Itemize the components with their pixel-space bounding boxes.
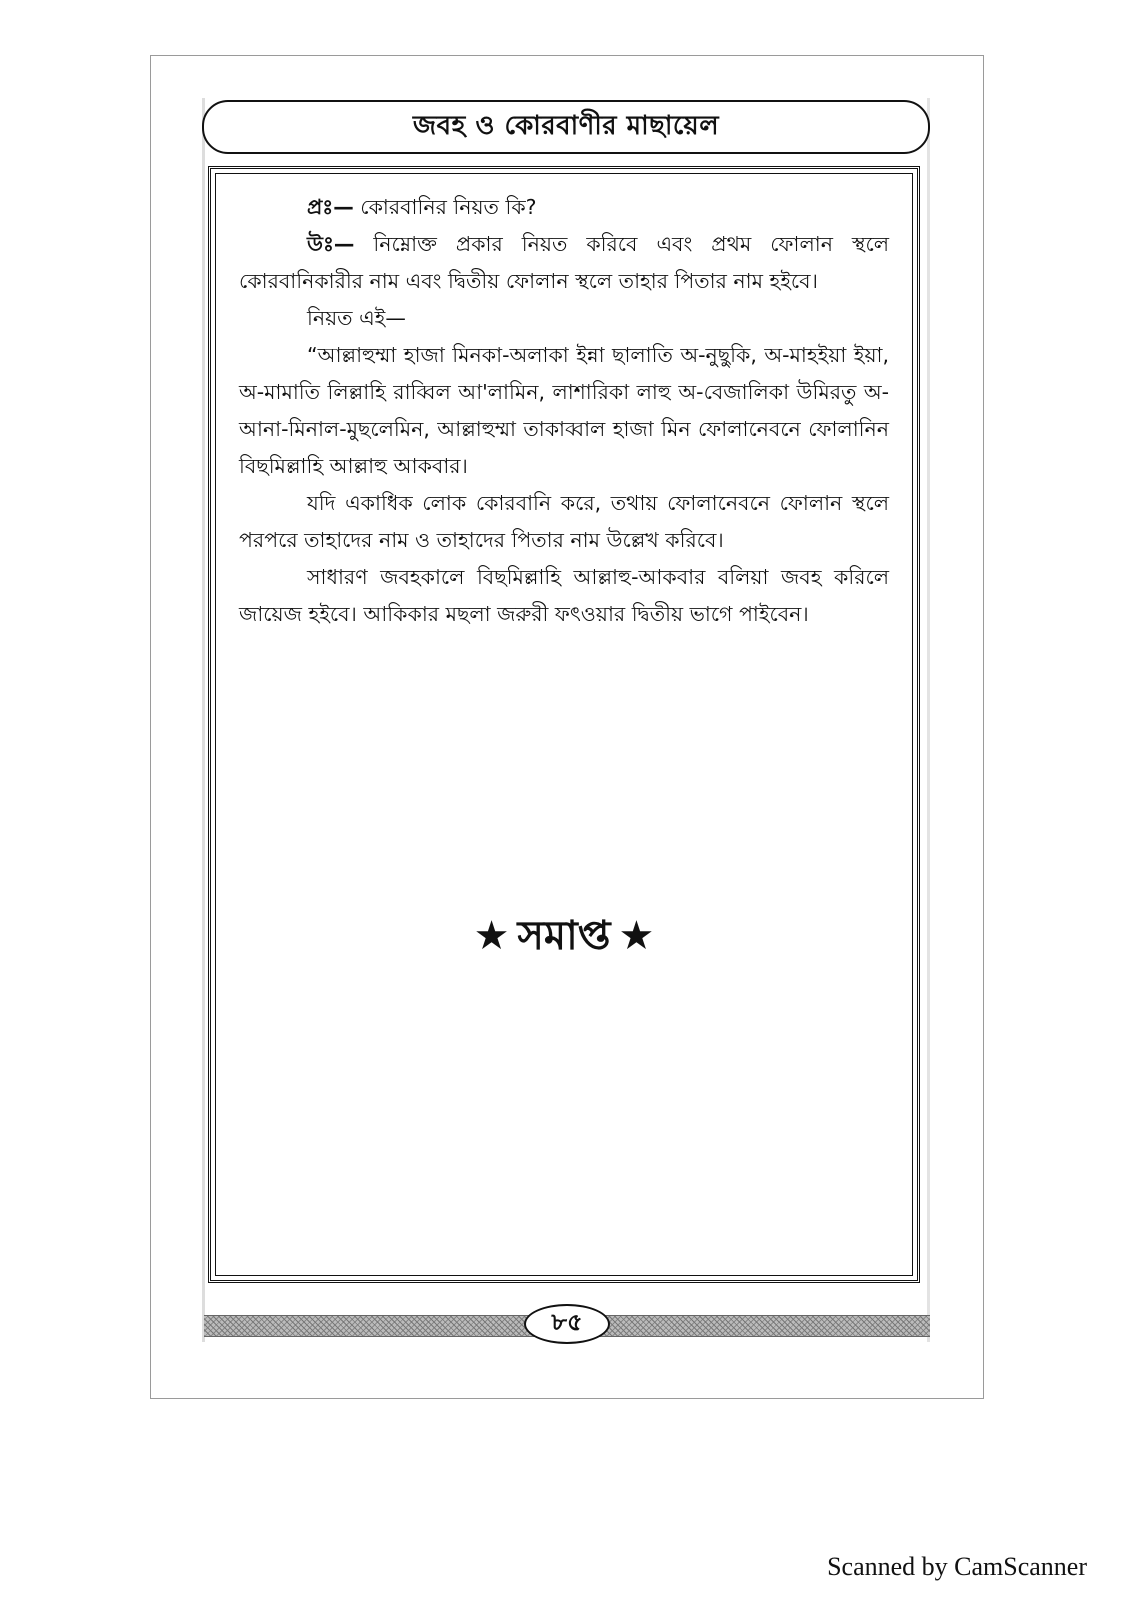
question-text: কোরবানির নিয়ত কি? (353, 195, 537, 219)
question-paragraph (239, 189, 889, 226)
answer-label: উঃ— (307, 232, 355, 256)
end-mark (211, 904, 917, 971)
answer-text: নিম্নোক্ত প্রকার নিয়ত করিবে এবং প্রথম ফোলান স্থলে কোরবানিকারীর নাম এবং দ্বিতীয় ফোলান স্থলে তাহার পিতার নাম হইবে। (239, 232, 889, 293)
content-box (208, 166, 920, 1283)
question-label: প্রঃ— (307, 195, 354, 219)
page-title: জবহ ও কোরবাণীর মাছায়েল (412, 111, 720, 141)
multiple-persons-paragraph: যদি একাধিক লোক কোরবানি করে, তথায় ফোলানেবনে ফোলান স্থলে পরপরে তাহাদের নাম ও তাহাদের পিতার নাম উল্লেখ করিবে। (239, 491, 889, 552)
star-icon: ★ (473, 913, 510, 959)
star-icon: ★ (618, 913, 655, 959)
answer-paragraph (239, 226, 889, 300)
header-banner (202, 100, 930, 154)
content-text (239, 189, 889, 633)
niyat-dua-paragraph: “আল্লাহুম্মা হাজা মিনকা-অলাকা ইন্না ছালাতি অ-নুছুকি, অ-মাহইয়া ইয়া, অ-মামাতি লিল্লাহি রাব্বিল আ'লামিন, লাশারিকা লাহু অ-বেজালিকা উমিরতু অ-আনা-মিনাল-মুছলেমিন, আল্লাহুম্মা তাকাব্বাল হাজা মিন ফোলানেবনে ফোলানিন বিছমিল্লাহি আল্লাহু আকবার। (239, 343, 889, 478)
general-rule-paragraph: সাধারণ জবহকালে বিছমিল্লাহি আল্লাহু-আকবার বলিয়া জবহ করিলে জায়েজ হইবে। আকিকার মছলা জরুরী ফৎওয়ার দ্বিতীয় ভাগে পাইবেন। (239, 565, 889, 626)
page-number: ৮৫ (524, 1304, 610, 1344)
niyat-intro-paragraph: নিয়ত এই— (307, 306, 406, 330)
scanner-watermark: Scanned by CamScanner (827, 1552, 1087, 1581)
end-mark-text: সমাপ্ত (517, 913, 611, 959)
